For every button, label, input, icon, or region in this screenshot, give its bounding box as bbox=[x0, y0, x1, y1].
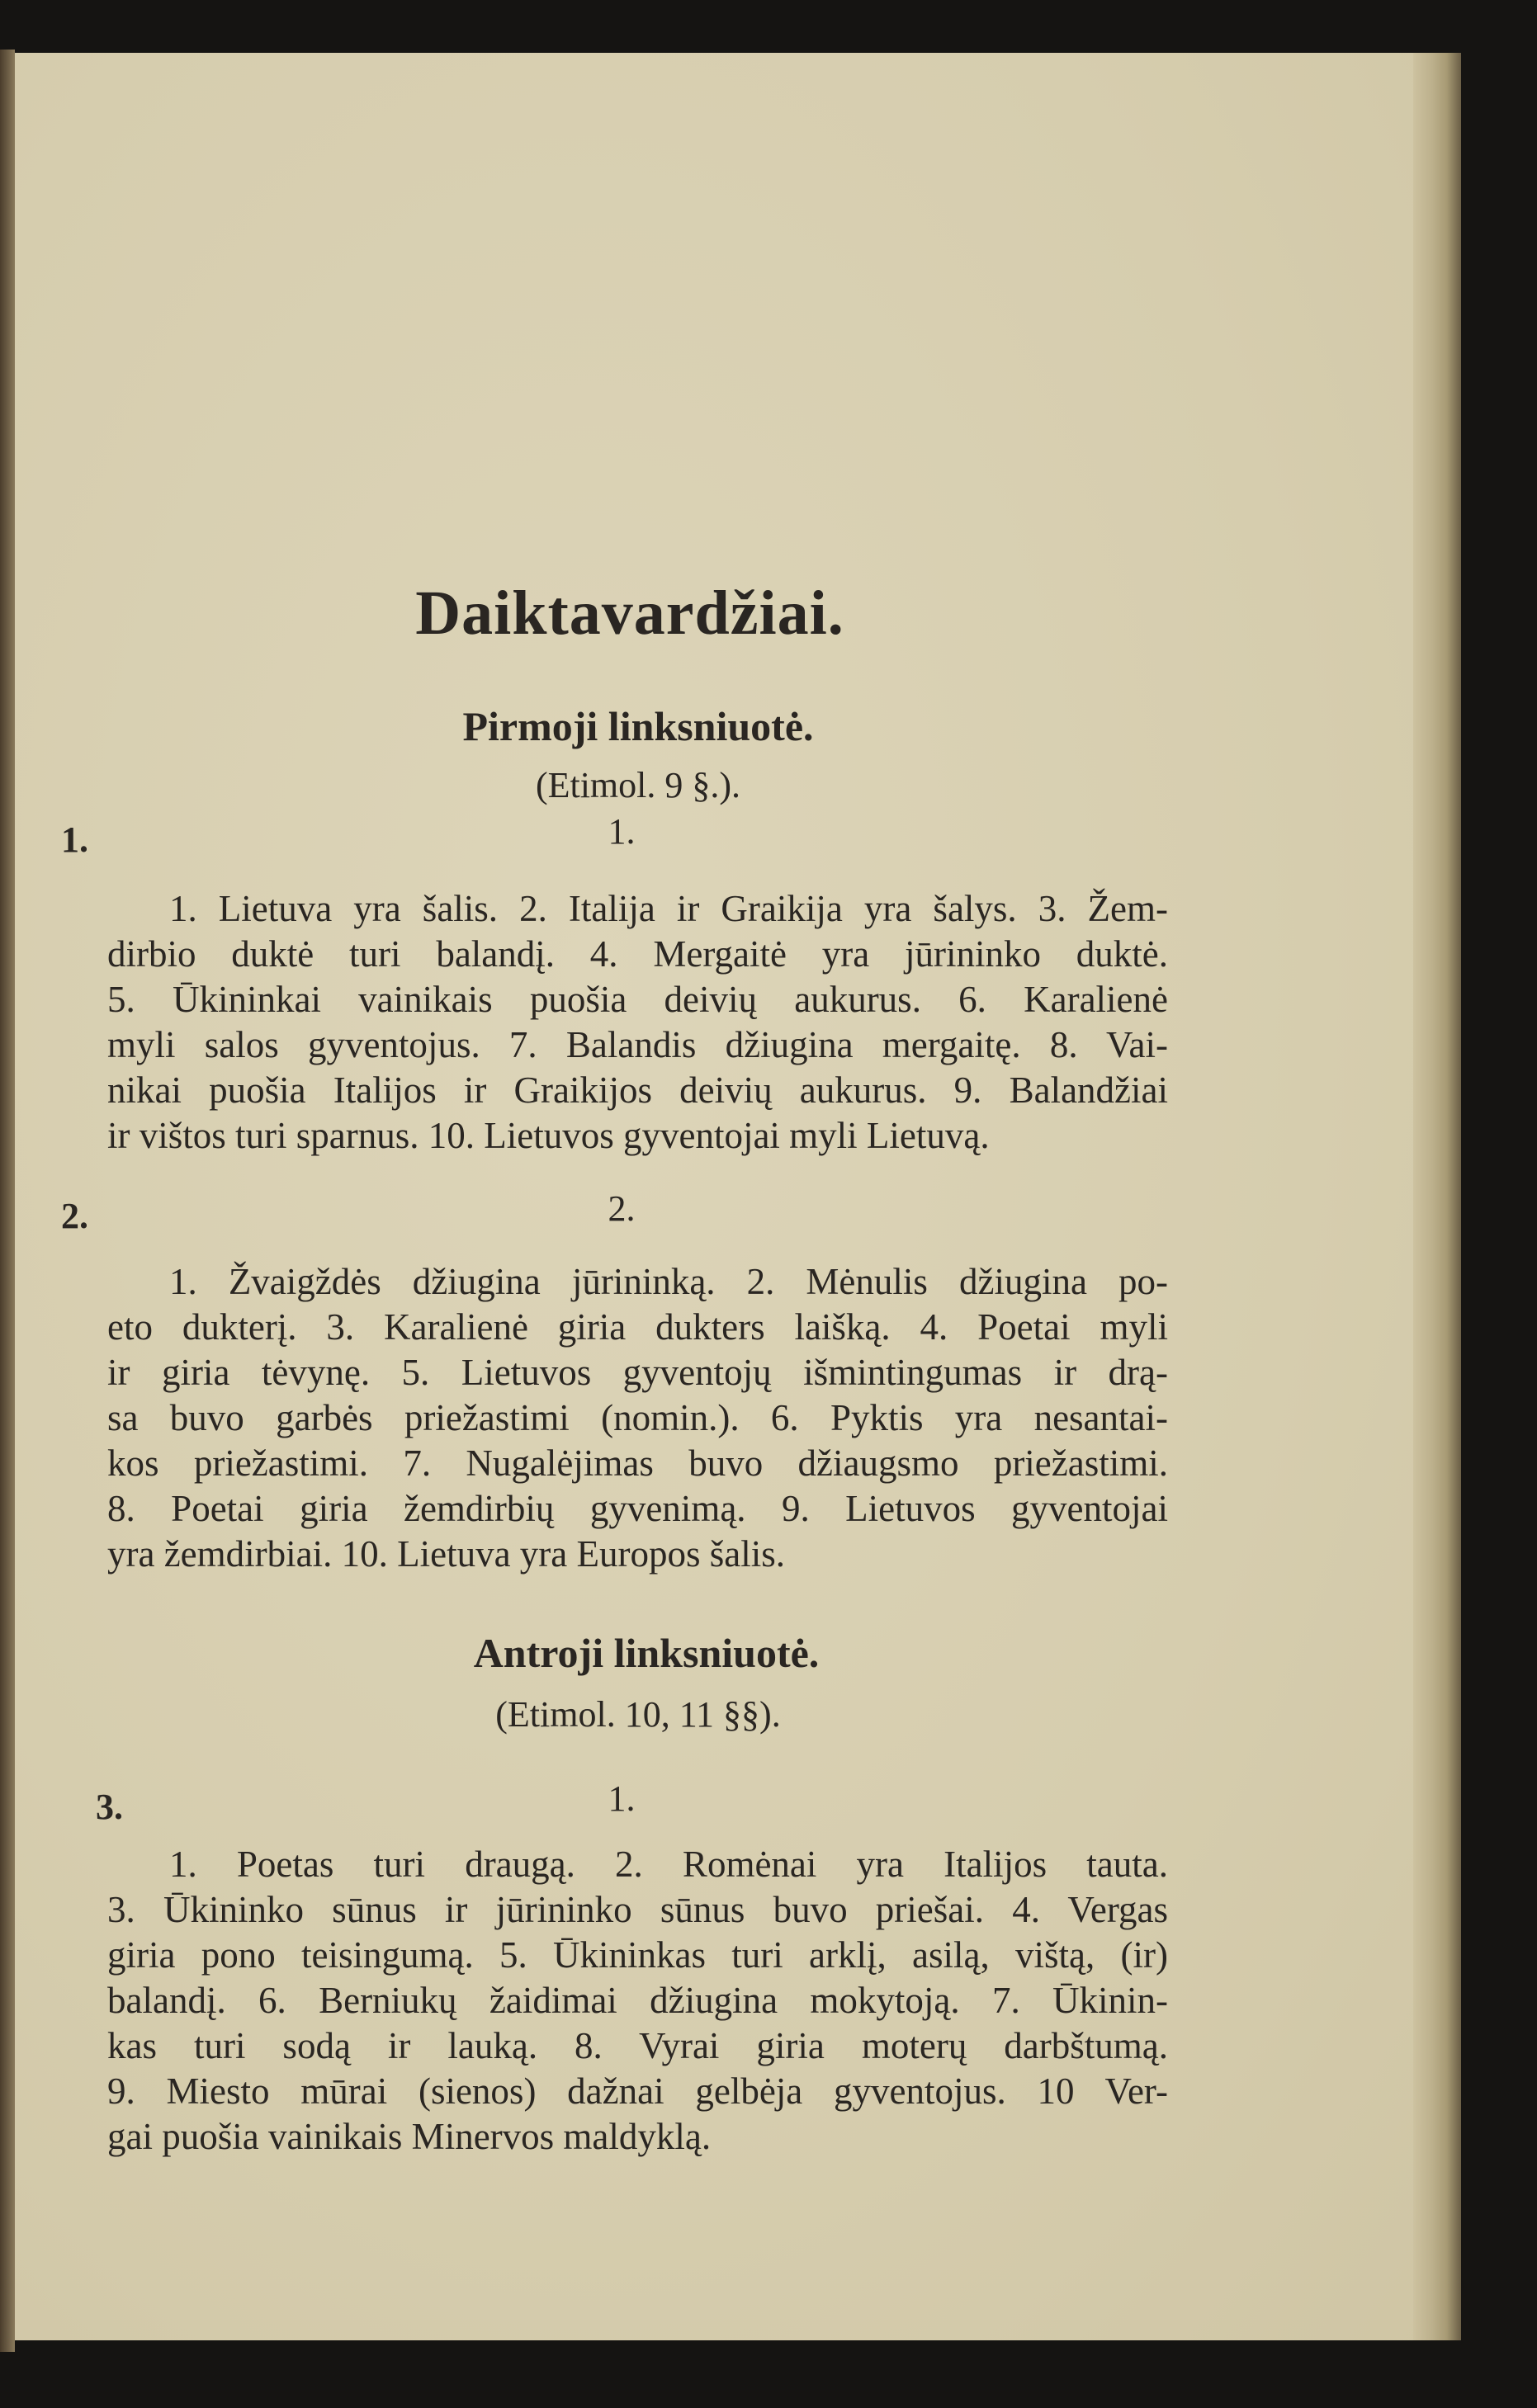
text-line: 8. Poetai giria žemdirbių gyvenimą. 9. Lietuvos gyventojai bbox=[107, 1488, 1168, 1529]
text-line: ir giria tėvynę. 5. Lietuvos gyventojų išmintingumas ir drą- bbox=[107, 1352, 1168, 1393]
text-line: dirbio duktė turi balandį. 4. Mergaitė yra jūrininko duktė. bbox=[107, 933, 1168, 975]
section-heading-first-declension: Pirmoji linksniuotė. bbox=[462, 703, 814, 749]
exercise-paragraph bbox=[107, 1259, 1168, 1577]
text-line: 1. Žvaigždės džiugina jūrininką. 2. Mėnulis džiugina po- bbox=[169, 1261, 1168, 1302]
text-line: balandį. 6. Berniukų žaidimai džiugina mokytoją. 7. Ūkinin- bbox=[107, 1980, 1168, 2021]
text-line: sa buvo garbės priežastimi (nomin.). 6. Pyktis yra nesantai- bbox=[107, 1397, 1168, 1438]
text-line: 1. Lietuva yra šalis. 2. Italija ir Graikija yra šalys. 3. Žem- bbox=[169, 888, 1168, 929]
exercise-sub-number: 1. bbox=[608, 1778, 636, 1819]
text-line: kos priežastimi. 7. Nugalėjimas buvo džiaugsmo priežastimi. bbox=[107, 1442, 1168, 1484]
section-reference: (Etimol. 10, 11 §§). bbox=[495, 1694, 781, 1735]
section-heading-second-declension: Antroji linksniuotė. bbox=[473, 1630, 820, 1676]
text-line: ir vištos turi sparnus. 10. Lietuvos gyventojai myli Lietuvą. bbox=[107, 1115, 990, 1156]
text-line: 3. Ūkininko sūnus ir jūrininko sūnus buvo priešai. 4. Vergas bbox=[107, 1889, 1168, 1930]
exercise-number: 3. bbox=[96, 1787, 123, 1827]
section-reference: (Etimol. 9 §.). bbox=[535, 765, 741, 805]
text-line: kas turi sodą ir lauką. 8. Vyrai giria moterų darbštumą. bbox=[107, 2025, 1168, 2066]
text-line: 9. Miesto mūrai (sienos) dažnai gelbėja gyventojus. 10 Ver- bbox=[107, 2070, 1168, 2112]
exercise-sub-number: 2. bbox=[608, 1188, 636, 1229]
text-line: gai puošia vainikais Minervos maldyklą. bbox=[107, 2116, 712, 2157]
exercise-paragraph bbox=[107, 1842, 1168, 2160]
exercise-paragraph bbox=[107, 886, 1168, 1159]
text-line: myli salos gyventojus. 7. Balandis džiugina mergaitę. 8. Vai- bbox=[107, 1024, 1168, 1065]
page-title: Daiktavardžiai. bbox=[415, 578, 844, 648]
book-page bbox=[15, 53, 1451, 2340]
page-stack-edge bbox=[1413, 53, 1461, 2340]
text-line: eto dukterį. 3. Karalienė giria dukters laišką. 4. Poetai myli bbox=[107, 1306, 1168, 1348]
text-line: 1. Poetas turi draugą. 2. Romėnai yra Italijos tauta. bbox=[169, 1844, 1168, 1885]
text-line: yra žemdirbiai. 10. Lietuva yra Europos šalis. bbox=[107, 1533, 786, 1575]
text-line: 5. Ūkininkai vainikais puošia deivių aukurus. 6. Karalienė bbox=[107, 979, 1168, 1020]
exercise-number: 2. bbox=[61, 1196, 88, 1236]
exercise-number: 1. bbox=[61, 819, 88, 860]
book-spine-edge bbox=[0, 50, 15, 2352]
text-line: nikai puošia Italijos ir Graikijos deivių aukurus. 9. Balandžiai bbox=[107, 1069, 1168, 1111]
text-line: giria pono teisingumą. 5. Ūkininkas turi arklį, asilą, vištą, (ir) bbox=[107, 1934, 1168, 1976]
exercise-sub-number: 1. bbox=[608, 811, 636, 852]
